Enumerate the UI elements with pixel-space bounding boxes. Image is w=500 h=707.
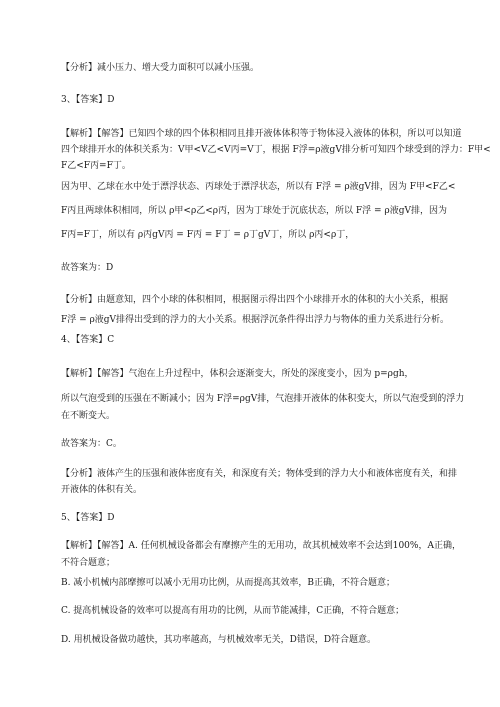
option-b-line: B. 减小机械内部摩擦可以减小无用功比例，从而提高其效率，B正确，不符合题意； [61,578,395,588]
solution-line: 因为甲、乙球在水中处于漂浮状态、丙球处于漂浮状态，所以有 F浮 = ρ液gV排，因为 F甲<F乙< [61,182,456,192]
solution-line: 所以气泡受到的压强在不断减小；因为 F浮=ρgV排，气泡排开液体的体积变大，所以气泡受到的浮力 [61,394,465,404]
solution-line: 在不断变大。 [61,411,116,421]
solution-line: F丙=F丁，所以有 ρ丙gV丙 = F丙 = F丁 = ρ丁gV丁，所以 ρ丙<ρ丁， [61,230,355,240]
analysis-paragraph: 【分析】由题意知，四个小球的体积相同，根据图示得出四个小球排开水的体积的大小关系，根据 [61,295,449,305]
question-5-answer: 5、【答案】D [61,513,115,523]
option-c-line: C. 提高机械设备的效率可以提高有用功的比例，从而节能减排，C正确，不符合题意； [61,606,405,616]
answer-statement: 故答案为：D [61,263,114,273]
option-d-line: D. 用机械设备做功越快，其功率越高，与机械效率无关，D错误，D符合题意。 [61,635,377,645]
solution-line: 【解析】【解答】气泡在上升过程中，体积会逐渐变大，所处的深度变小，因为 p=ρgh， [61,369,414,379]
solution-line: 四个球排开水的体积关系为：V甲<V乙<V丙=V丁，根据 F浮=ρ液gV排分析可知四个球受到的浮力：F甲< [61,145,491,155]
analysis-paragraph: 【分析】减小压力、增大受力面积可以减小压强。 [61,63,260,73]
solution-line: 【解析】【解答】已知四个球的四个体积相同且排开液体体积等于物体浸入液体的体积，所以可以知道 [61,129,462,139]
solution-line: 【解析】【解答】A. 任何机械设备都会有摩擦产生的无用功，故其机械效率不会达到100%，A正确， [61,541,461,551]
solution-line: 不符合题意； [61,558,116,568]
analysis-paragraph: 开液体的体积有关。 [61,485,143,495]
analysis-paragraph: F浮 = ρ液gV排得出受到的浮力的大小关系。根据浮沉条件得出浮力与物体的重力关系进行分析。 [61,315,450,325]
question-4-answer: 4、【答案】C [61,335,115,345]
solution-line: F丙且两球体积相同，所以 ρ甲<ρ乙<ρ丙，因为丁球处于沉底状态，所以 F浮 = ρ液gV排，因为 [61,206,447,216]
question-3-answer: 3、【答案】D [61,95,115,105]
solution-line: F乙<F丙=F丁。 [61,161,131,171]
analysis-paragraph: 【分析】液体产生的压强和液体密度有关，和深度有关；物体受到的浮力大小和液体密度有关，和排 [61,469,458,479]
answer-statement: 故答案为：C。 [61,439,122,449]
